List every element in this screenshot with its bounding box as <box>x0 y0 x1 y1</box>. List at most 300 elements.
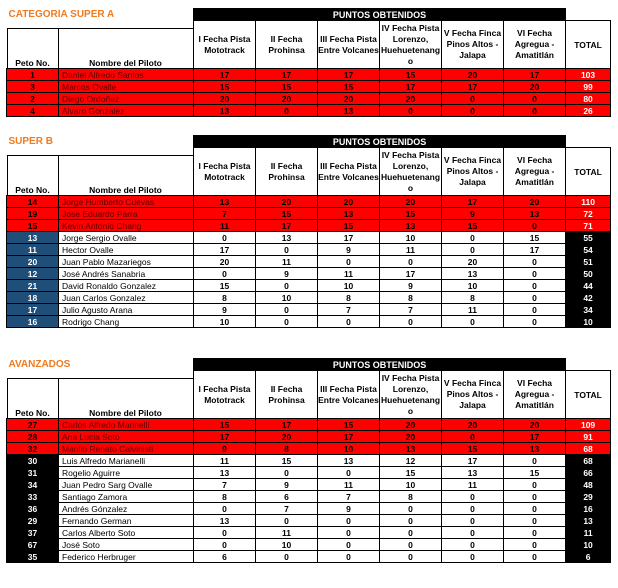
score-cell: 8 <box>380 292 442 304</box>
score-cell: 0 <box>380 105 442 117</box>
header-f1: I Fecha Pista Mototrack <box>194 148 256 196</box>
score-cell: 8 <box>442 292 504 304</box>
score-cell: 17 <box>504 431 566 443</box>
score-cell: 0 <box>194 539 256 551</box>
score-cell: 11 <box>256 527 318 539</box>
score-cell: 6 <box>194 551 256 563</box>
header-f2: II Fecha Prohinsa <box>256 371 318 419</box>
header-f1: I Fecha Pista Mototrack <box>194 21 256 69</box>
peto-number: 29 <box>7 515 59 527</box>
header-f6: VI Fecha Agregua - Amatitlán <box>504 148 566 196</box>
total-cell: 68 <box>566 455 611 467</box>
score-cell: 9 <box>256 479 318 491</box>
pilot-name: David Ronaldo Gonzalez <box>59 280 194 292</box>
score-cell: 0 <box>380 503 442 515</box>
score-cell: 0 <box>380 316 442 328</box>
peto-number: 33 <box>7 491 59 503</box>
table-row <box>7 304 611 316</box>
header-f4: IV Fecha Pista Lorenzo, Huehuetenang o <box>380 371 442 419</box>
total-cell: 80 <box>566 93 611 105</box>
score-cell: 0 <box>504 539 566 551</box>
pilot-name: Jorge Humberto Cuevas <box>59 196 194 208</box>
table-row <box>7 491 611 503</box>
table-row <box>7 292 611 304</box>
section-title <box>7 9 194 69</box>
total-cell: 11 <box>566 527 611 539</box>
header-f5: V Fecha Finca Pinos Altos - Jalapa <box>442 371 504 419</box>
score-cell: 15 <box>318 220 380 232</box>
header-f2: II Fecha Prohinsa <box>256 148 318 196</box>
score-cell: 0 <box>442 491 504 503</box>
points-banner: PUNTOS OBTENIDOS <box>194 136 566 148</box>
score-cell: 13 <box>194 196 256 208</box>
table-row <box>7 93 611 105</box>
table-row <box>7 551 611 563</box>
score-cell: 13 <box>318 455 380 467</box>
total-cell: 72 <box>566 208 611 220</box>
peto-number: 16 <box>7 316 59 328</box>
score-cell: 0 <box>504 527 566 539</box>
score-cell: 10 <box>256 539 318 551</box>
score-cell: 15 <box>504 467 566 479</box>
score-cell: 0 <box>194 232 256 244</box>
total-cell: 10 <box>566 539 611 551</box>
score-cell: 20 <box>380 196 442 208</box>
column-labels <box>7 378 194 418</box>
score-cell: 0 <box>442 527 504 539</box>
pilot-name: Kevin Antonio Chang <box>59 220 194 232</box>
total-cell: 6 <box>566 551 611 563</box>
header-f3: III Fecha Pista Entre Volcanes <box>318 371 380 419</box>
score-cell: 7 <box>194 479 256 491</box>
score-cell: 0 <box>504 93 566 105</box>
score-cell: 7 <box>256 503 318 515</box>
score-cell: 0 <box>256 467 318 479</box>
table-row <box>7 431 611 443</box>
score-cell: 8 <box>380 491 442 503</box>
score-cell: 0 <box>256 244 318 256</box>
total-cell: 99 <box>566 81 611 93</box>
total-cell: 26 <box>566 105 611 117</box>
score-cell: 11 <box>442 479 504 491</box>
score-cell: 0 <box>194 503 256 515</box>
score-cell: 15 <box>318 419 380 431</box>
score-cell: 9 <box>256 268 318 280</box>
table-row <box>7 316 611 328</box>
pilot-name: Andrés Gónzalez <box>59 503 194 515</box>
score-cell: 13 <box>442 467 504 479</box>
score-cell: 15 <box>380 69 442 81</box>
score-cell: 17 <box>318 431 380 443</box>
pilot-name: Santiago Zamora <box>59 491 194 503</box>
peto-number: 4 <box>7 105 59 117</box>
score-cell: 9 <box>442 208 504 220</box>
total-cell: 16 <box>566 503 611 515</box>
peto-number: 37 <box>7 527 59 539</box>
peto-number: 2 <box>7 93 59 105</box>
score-cell: 13 <box>194 105 256 117</box>
section-title-text: AVANZADOS <box>8 358 71 370</box>
score-cell: 17 <box>318 232 380 244</box>
points-banner: PUNTOS OBTENIDOS <box>194 9 566 21</box>
total-cell: 91 <box>566 431 611 443</box>
score-cell: 11 <box>318 268 380 280</box>
score-cell: 12 <box>380 455 442 467</box>
pilot-name: Manlio Renato Calvinisti <box>59 443 194 455</box>
peto-number: 1 <box>7 69 59 81</box>
peto-number: 20 <box>7 256 59 268</box>
total-cell: 54 <box>566 244 611 256</box>
score-cell: 8 <box>194 491 256 503</box>
header-total: TOTAL <box>566 21 611 69</box>
score-cell: 15 <box>380 208 442 220</box>
pilot-name: Carlos Alberto Soto <box>59 527 194 539</box>
header-peto-text: Peto No. <box>15 408 50 418</box>
score-cell: 13 <box>504 443 566 455</box>
score-cell: 15 <box>442 220 504 232</box>
score-cell: 10 <box>318 280 380 292</box>
section-super-a <box>6 8 610 117</box>
peto-number: 18 <box>7 292 59 304</box>
score-cell: 13 <box>442 268 504 280</box>
score-cell: 15 <box>194 419 256 431</box>
total-cell: 110 <box>566 196 611 208</box>
score-cell: 17 <box>256 69 318 81</box>
score-cell: 0 <box>194 527 256 539</box>
score-cell: 15 <box>318 81 380 93</box>
total-cell: 66 <box>566 467 611 479</box>
score-cell: 20 <box>256 196 318 208</box>
score-cell: 0 <box>504 256 566 268</box>
peto-number: 31 <box>7 467 59 479</box>
score-cell: 8 <box>318 292 380 304</box>
header-f3: III Fecha Pista Entre Volcanes <box>318 148 380 196</box>
results-table <box>6 135 611 328</box>
peto-number: 3 <box>7 81 59 93</box>
score-cell: 0 <box>442 244 504 256</box>
table-row <box>7 208 611 220</box>
table-row <box>7 280 611 292</box>
points-banner-row <box>7 9 611 21</box>
score-cell: 0 <box>380 539 442 551</box>
total-cell: 50 <box>566 268 611 280</box>
total-cell: 42 <box>566 292 611 304</box>
peto-label-box <box>7 378 59 418</box>
total-cell: 71 <box>566 220 611 232</box>
table-row <box>7 268 611 280</box>
score-cell: 17 <box>380 268 442 280</box>
section-title <box>7 359 194 419</box>
score-cell: 0 <box>318 467 380 479</box>
table-row <box>7 105 611 117</box>
score-cell: 20 <box>318 196 380 208</box>
pilot-name: Jorge Sergio Ovalle <box>59 232 194 244</box>
score-cell: 0 <box>318 316 380 328</box>
score-cell: 0 <box>504 268 566 280</box>
table-row <box>7 69 611 81</box>
pilot-name: Alvaro Gonzalez <box>59 105 194 117</box>
score-cell: 0 <box>504 479 566 491</box>
peto-number: 14 <box>7 196 59 208</box>
score-cell: 20 <box>380 431 442 443</box>
results-table <box>6 358 611 563</box>
peto-number: 34 <box>7 479 59 491</box>
score-cell: 20 <box>380 93 442 105</box>
score-cell: 9 <box>318 503 380 515</box>
table-row <box>7 527 611 539</box>
column-labels <box>7 155 194 195</box>
score-cell: 17 <box>318 69 380 81</box>
score-cell: 0 <box>318 551 380 563</box>
header-f5: V Fecha Finca Pinos Altos - Jalapa <box>442 148 504 196</box>
banner-spacer <box>566 359 611 371</box>
pilot-name: Juan Carlos Gonzalez <box>59 292 194 304</box>
score-cell: 11 <box>380 244 442 256</box>
table-row <box>7 196 611 208</box>
table-row <box>7 455 611 467</box>
pilot-name: Julio Agusto Arana <box>59 304 194 316</box>
header-f1: I Fecha Pista Mototrack <box>194 371 256 419</box>
table-row <box>7 443 611 455</box>
section-title <box>7 136 194 196</box>
score-cell: 0 <box>504 292 566 304</box>
score-cell: 15 <box>442 443 504 455</box>
score-cell: 13 <box>194 515 256 527</box>
pilot-name: Rodrigo Chang <box>59 316 194 328</box>
total-cell: 51 <box>566 256 611 268</box>
score-cell: 17 <box>194 244 256 256</box>
peto-number: 13 <box>7 232 59 244</box>
score-cell: 0 <box>318 539 380 551</box>
score-cell: 20 <box>194 256 256 268</box>
score-cell: 0 <box>442 539 504 551</box>
total-cell: 109 <box>566 419 611 431</box>
score-cell: 0 <box>504 503 566 515</box>
score-cell: 15 <box>256 455 318 467</box>
peto-number: 27 <box>7 419 59 431</box>
peto-number: 36 <box>7 503 59 515</box>
score-cell: 15 <box>194 280 256 292</box>
score-cell: 0 <box>442 105 504 117</box>
score-cell: 0 <box>318 515 380 527</box>
score-cell: 0 <box>256 280 318 292</box>
score-cell: 0 <box>256 551 318 563</box>
score-cell: 13 <box>504 208 566 220</box>
score-cell: 9 <box>194 304 256 316</box>
peto-number: 35 <box>7 551 59 563</box>
score-cell: 7 <box>318 491 380 503</box>
pilot-name: Luis Alfredo Marianelli <box>59 455 194 467</box>
pilot-name: Daniel Alfredo Santos <box>59 69 194 81</box>
score-cell: 17 <box>194 431 256 443</box>
pilot-name: Marcos Ovalle <box>59 81 194 93</box>
score-cell: 20 <box>194 93 256 105</box>
table-row <box>7 515 611 527</box>
score-cell: 0 <box>504 491 566 503</box>
score-cell: 11 <box>194 455 256 467</box>
points-banner-row <box>7 136 611 148</box>
score-cell: 13 <box>256 232 318 244</box>
score-cell: 0 <box>318 527 380 539</box>
score-cell: 9 <box>318 244 380 256</box>
score-cell: 9 <box>194 443 256 455</box>
score-cell: 17 <box>442 81 504 93</box>
header-nombre-text: Nombre del Piloto <box>89 408 162 418</box>
pilot-name: Ana Lucia Soto <box>59 431 194 443</box>
score-cell: 17 <box>442 455 504 467</box>
score-cell: 0 <box>256 304 318 316</box>
nombre-label-box <box>59 155 194 195</box>
header-nombre-text: Nombre del Piloto <box>89 185 162 195</box>
score-cell: 20 <box>256 431 318 443</box>
column-labels <box>7 28 194 68</box>
pilot-name: Rogelio Aguirre <box>59 467 194 479</box>
score-cell: 0 <box>442 503 504 515</box>
section-avanzados <box>6 358 610 563</box>
header-nombre-text: Nombre del Piloto <box>89 58 162 68</box>
score-cell: 20 <box>380 419 442 431</box>
pilot-name: José Soto <box>59 539 194 551</box>
score-cell: 15 <box>504 232 566 244</box>
score-cell: 17 <box>380 81 442 93</box>
header-total: TOTAL <box>566 371 611 419</box>
score-cell: 7 <box>318 304 380 316</box>
score-cell: 0 <box>504 105 566 117</box>
score-cell: 0 <box>442 232 504 244</box>
score-cell: 15 <box>380 467 442 479</box>
score-cell: 6 <box>256 491 318 503</box>
nombre-label-box <box>59 378 194 418</box>
peto-number: 11 <box>7 244 59 256</box>
score-cell: 11 <box>256 256 318 268</box>
score-cell: 0 <box>504 304 566 316</box>
table-row <box>7 220 611 232</box>
pilot-name: Federico Herbruger <box>59 551 194 563</box>
score-cell: 10 <box>380 479 442 491</box>
section-super-b <box>6 135 610 328</box>
pilot-name: José Andrés Sanabria <box>59 268 194 280</box>
points-banner: PUNTOS OBTENIDOS <box>194 359 566 371</box>
score-cell: 0 <box>504 455 566 467</box>
score-cell: 17 <box>504 69 566 81</box>
score-cell: 0 <box>504 515 566 527</box>
score-cell: 17 <box>504 244 566 256</box>
score-cell: 8 <box>194 292 256 304</box>
score-cell: 13 <box>318 208 380 220</box>
score-cell: 0 <box>194 268 256 280</box>
score-cell: 0 <box>442 551 504 563</box>
table-row <box>7 244 611 256</box>
table-row <box>7 256 611 268</box>
score-cell: 0 <box>380 527 442 539</box>
score-cell: 0 <box>380 551 442 563</box>
pilot-name: Carlos Alfredo Marinelli <box>59 419 194 431</box>
header-peto-text: Peto No. <box>15 58 50 68</box>
total-cell: 48 <box>566 479 611 491</box>
score-cell: 20 <box>442 256 504 268</box>
table-row <box>7 467 611 479</box>
total-cell: 34 <box>566 304 611 316</box>
score-cell: 20 <box>442 69 504 81</box>
pilot-name: Hector Ovalle <box>59 244 194 256</box>
total-cell: 55 <box>566 232 611 244</box>
total-cell: 29 <box>566 491 611 503</box>
header-f5: V Fecha Finca Pinos Altos - Jalapa <box>442 21 504 69</box>
score-cell: 10 <box>318 443 380 455</box>
score-cell: 0 <box>380 515 442 527</box>
total-cell: 13 <box>566 515 611 527</box>
total-cell: 10 <box>566 316 611 328</box>
score-cell: 20 <box>504 419 566 431</box>
score-cell: 13 <box>194 467 256 479</box>
table-row <box>7 539 611 551</box>
score-cell: 0 <box>442 431 504 443</box>
table-row <box>7 479 611 491</box>
score-cell: 0 <box>504 551 566 563</box>
score-cell: 15 <box>256 208 318 220</box>
header-f6: VI Fecha Agregua - Amatitlán <box>504 21 566 69</box>
peto-number: 67 <box>7 539 59 551</box>
header-f3: III Fecha Pista Entre Volcanes <box>318 21 380 69</box>
total-cell: 103 <box>566 69 611 81</box>
score-cell: 0 <box>442 316 504 328</box>
score-cell: 10 <box>380 232 442 244</box>
table-row <box>7 81 611 93</box>
score-cell: 17 <box>256 220 318 232</box>
score-cell: 20 <box>504 196 566 208</box>
pilot-name: Jose Eduardo Parra <box>59 208 194 220</box>
score-cell: 0 <box>504 316 566 328</box>
score-cell: 0 <box>318 256 380 268</box>
score-cell: 0 <box>442 93 504 105</box>
table-row <box>7 503 611 515</box>
total-cell: 68 <box>566 443 611 455</box>
score-cell: 0 <box>504 280 566 292</box>
score-cell: 20 <box>442 419 504 431</box>
pilot-name: Juan Pablo Mazariegos <box>59 256 194 268</box>
results-table <box>6 8 611 117</box>
score-cell: 11 <box>442 304 504 316</box>
score-cell: 13 <box>380 443 442 455</box>
header-f6: VI Fecha Agregua - Amatitlán <box>504 371 566 419</box>
header-f2: II Fecha Prohinsa <box>256 21 318 69</box>
score-cell: 15 <box>194 81 256 93</box>
banner-spacer <box>566 136 611 148</box>
peto-number: 15 <box>7 220 59 232</box>
score-cell: 0 <box>256 105 318 117</box>
score-cell: 0 <box>380 256 442 268</box>
score-cell: 10 <box>256 292 318 304</box>
peto-label-box <box>7 155 59 195</box>
peto-number: 30 <box>7 455 59 467</box>
header-f4: IV Fecha Pista Lorenzo, Huehuetenang o <box>380 148 442 196</box>
peto-label-box <box>7 28 59 68</box>
peto-number: 12 <box>7 268 59 280</box>
peto-number: 17 <box>7 304 59 316</box>
score-cell: 0 <box>256 316 318 328</box>
score-cell: 0 <box>504 220 566 232</box>
total-cell: 44 <box>566 280 611 292</box>
peto-number: 32 <box>7 443 59 455</box>
score-cell: 20 <box>318 93 380 105</box>
score-cell: 20 <box>256 93 318 105</box>
pilot-name: Juan Pedro Sarg Ovalle <box>59 479 194 491</box>
score-cell: 8 <box>256 443 318 455</box>
header-f4: IV Fecha Pista Lorenzo, Huehuetenang o <box>380 21 442 69</box>
score-cell: 13 <box>380 220 442 232</box>
score-cell: 10 <box>442 280 504 292</box>
pilot-name: Diego Ordoñez <box>59 93 194 105</box>
